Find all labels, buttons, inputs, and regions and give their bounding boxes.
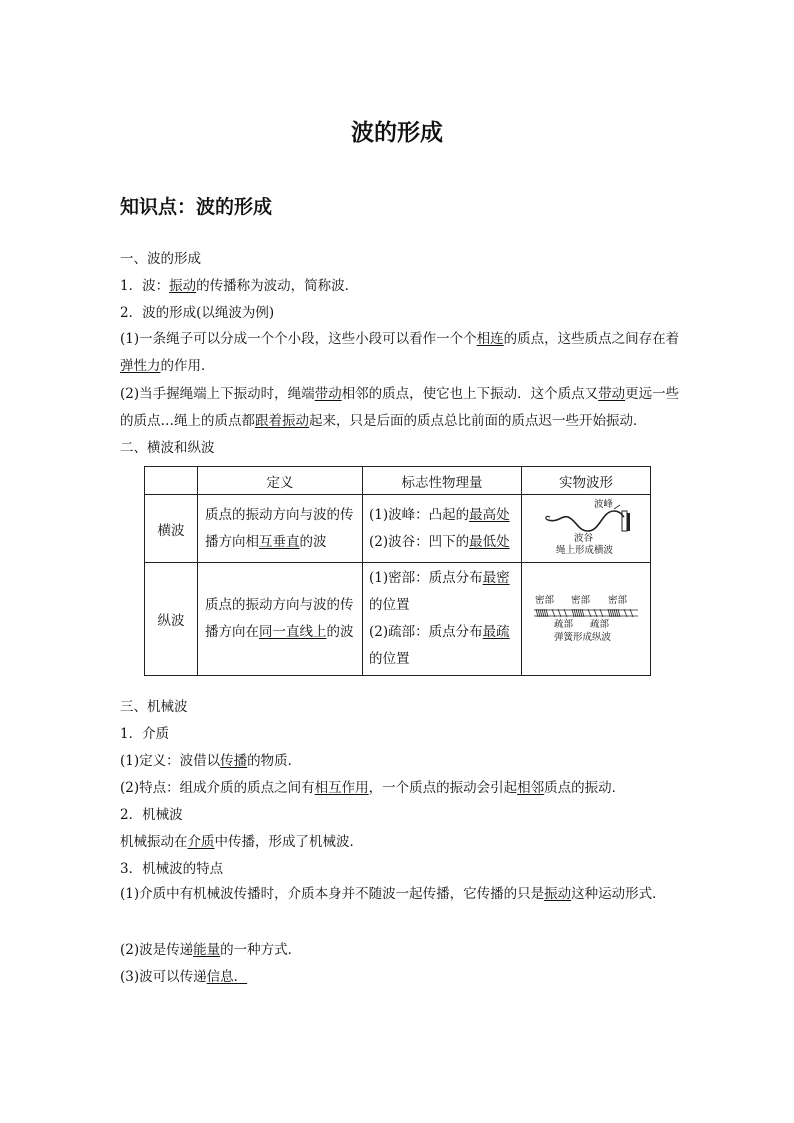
table-header-row (145, 467, 651, 495)
row-definition: 质点的振动方向与波的传播方向在同一直线上的波 (198, 563, 363, 676)
underline-term: 信息． (206, 969, 248, 985)
underline-term: 相连 (476, 331, 504, 347)
trough-label: 波谷 (574, 532, 594, 544)
section-heading: 知识点：波的形成 (120, 196, 273, 218)
longitudinal-wave-figure (522, 563, 651, 676)
subheading-mechanical-wave: 2．机械波 (120, 807, 183, 823)
figure-caption: 绳上形成横波 (556, 544, 614, 556)
transverse-wave-figure (522, 495, 651, 563)
row-marker-quantities: (1)密部：质点分布最密的位置 (2)疏部：质点分布最疏的位置 (363, 563, 522, 676)
feature-2: (2)波是传递能量的一种方式． (120, 942, 302, 958)
wave-formation-subtitle: 2．波的形成(以绳波为例) (120, 305, 275, 321)
row-definition: 质点的振动方向与波的传播方向相互垂直的波 (198, 495, 363, 563)
paragraph-rope-segments: (1)一条绳子可以分成一个个小段，这些小段可以看作一个个相连的质点，这些质点之间存在着弹性力的作用． (120, 331, 680, 374)
row-marker-quantities: (1)波峰：凸起的最高处 (2)波谷：凹下的最低处 (363, 495, 522, 563)
table-header-cell: 实物波形 (522, 467, 651, 495)
underline-term: 振动 (169, 278, 197, 294)
dense-label: 密部 (571, 595, 591, 606)
feature-1: (1)介质中有机械波传播时，介质本身并不随波一起传播，它传播的只是振动这种运动形式． (120, 886, 666, 902)
crest-label: 波峰 (594, 498, 614, 510)
table-header-cell: 定义 (198, 467, 363, 495)
underline-term: 介质 (187, 834, 215, 850)
figure-caption: 弹簧形成纵波 (554, 632, 612, 643)
heading-wave-formation: 一、波的形成 (120, 251, 201, 267)
underline-term: 带动 (314, 386, 342, 402)
medium-definition: (1)定义：波借以传播的物质． (120, 753, 302, 769)
mechanical-wave-definition: 机械振动在介质中传播，形成了机械波． (120, 834, 363, 850)
underline-term: 带动 (598, 386, 626, 402)
feature-3: (3)波可以传递信息． (120, 969, 248, 985)
row-name: 纵波 (145, 563, 198, 676)
row-name: 横波 (145, 495, 198, 563)
underline-term: 跟着振动 (255, 413, 309, 429)
table-row (145, 563, 651, 676)
table-row (145, 495, 651, 563)
subheading-wave-features: 3．机械波的特点 (120, 861, 224, 877)
table-header-cell (145, 467, 198, 495)
wave-definition: 1．波：振动的传播称为波动，简称波． (120, 278, 359, 294)
medium-feature: (2)特点：组成介质的质点之间有相互作用，一个质点的振动会引起相邻质点的振动． (120, 780, 626, 796)
page-title: 波的形成 (351, 120, 443, 146)
wave-type-table (144, 466, 651, 676)
underline-term: 传播 (220, 753, 248, 769)
underline-term: 振动 (544, 886, 572, 902)
table-header-cell: 标志性物理量 (363, 467, 522, 495)
sparse-label: 疏部 (554, 619, 574, 630)
sparse-label: 疏部 (590, 619, 610, 630)
paragraph-rope-vibration: (2)当手握绳端上下振动时，绳端带动相邻的质点，使它也上下振动．这个质点又带动更远一些的质点…绳上的质点都跟着振动起来，只是后面的质点总比前面的质点迟一些开始振动． (120, 386, 680, 429)
underline-term: 相互作用 (314, 780, 369, 796)
dense-label: 密部 (535, 595, 555, 606)
subheading-medium: 1．介质 (120, 726, 170, 742)
heading-transverse-longitudinal: 二、横波和纵波 (120, 440, 215, 456)
underline-term: 相邻 (517, 780, 545, 796)
dense-label: 密部 (608, 595, 628, 606)
underline-term: 能量 (193, 942, 221, 958)
underline-term: 弹性力 (120, 358, 161, 374)
heading-mechanical-wave: 三、机械波 (120, 699, 188, 715)
